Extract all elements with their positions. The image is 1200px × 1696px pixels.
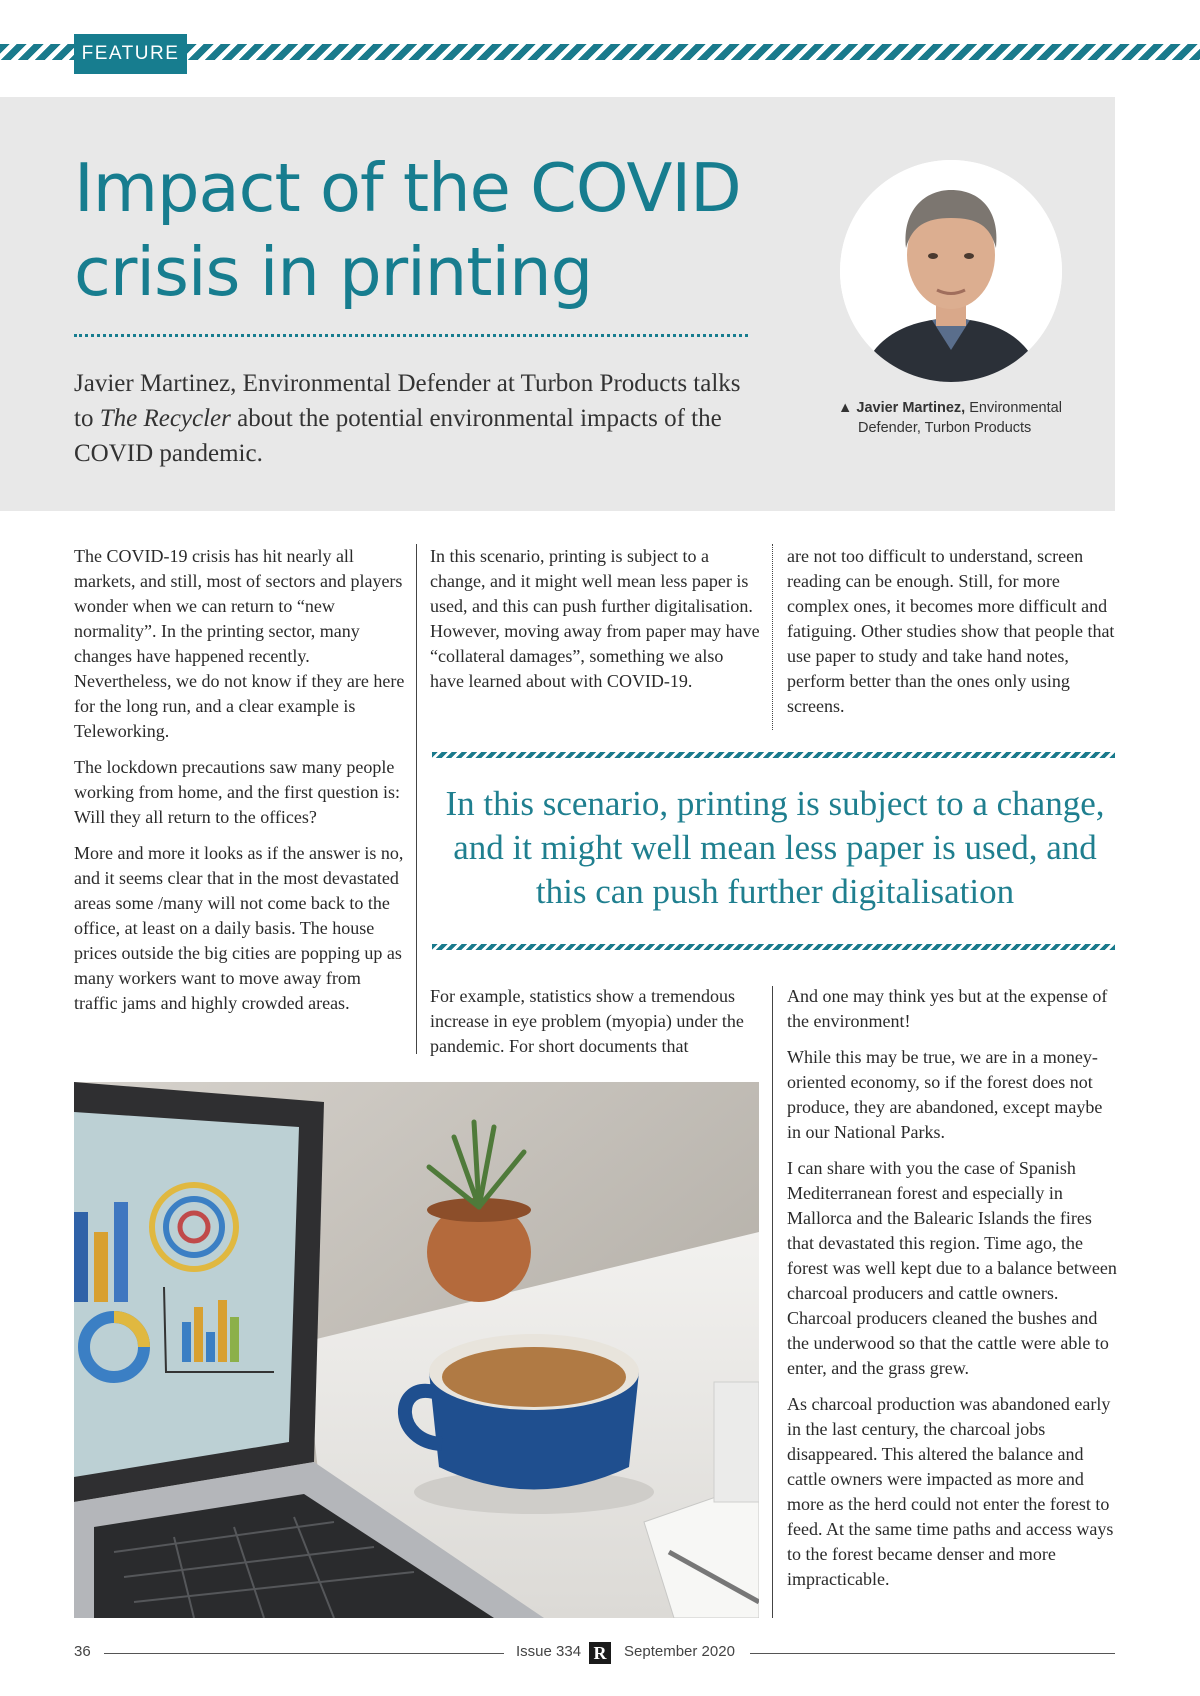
column-2-top <box>430 544 760 705</box>
issue-number: Issue 334 <box>516 1643 582 1660</box>
caption-role: Environmental <box>965 400 1062 416</box>
column-divider-dotted <box>772 544 773 730</box>
magazine-logo: R <box>589 1642 611 1664</box>
publication-name: The Recycler <box>99 405 231 432</box>
paragraph: More and more it looks as if the answer is no, and it seems clear that in the most devastated areas some /many will not come back to the office, at least on a daily basis. The house prices outside the big cities are popping up as many workers want to move away from traffic jams and highly crowded areas. <box>74 843 404 1013</box>
caption-name: Javier Martinez, <box>856 400 966 416</box>
issue-date: September 2020 <box>624 1643 735 1660</box>
headline-line-2: crisis in printing <box>74 233 593 311</box>
headline-divider <box>74 334 748 337</box>
article-headline <box>74 146 774 314</box>
page-number: 36 <box>74 1643 91 1660</box>
column-3-top <box>787 544 1117 730</box>
footer-rule-right <box>750 1653 1115 1654</box>
portrait-caption <box>838 398 1078 438</box>
caption-line-2: Defender, Turbon Products <box>858 420 1032 436</box>
column-2-bottom <box>430 984 760 1070</box>
paragraph: The lockdown precautions saw many people working from home, and the first question is: Will they all return to the offices? <box>74 757 400 827</box>
standfirst-text: Javier Martinez, Environmental Defender at Turbon Products talks to <box>74 370 741 432</box>
standfirst <box>74 366 764 471</box>
paragraph: I can share with you the case of Spanish Mediterranean forest and especially in Mallorca and the Balearic Islands the fires that devastated this region. Time ago, the forest was well kept due to a balance between charcoal producers and cattle owners. Charcoal producers cleaned the bushes and the underwood so that the cattle were able to enter, and the grass grew. <box>787 1158 1117 1378</box>
caption-triangle-icon: ▲ <box>838 400 853 416</box>
paragraph: And one may think yes but at the expense of the environment! <box>787 986 1108 1031</box>
standfirst-text-end: about the potential environmental impacts of the COVID pandemic. <box>74 405 722 467</box>
portrait-illustration <box>840 160 1062 382</box>
column-3-bottom <box>787 984 1117 1603</box>
paragraph: As charcoal production was abandoned early in the last century, the charcoal jobs disappeared. This altered the balance and cattle owners were impacted as more and more as the herd could not enter the forest to feed. At the same time paths and access ways to the forest became denser and more impracticable. <box>787 1394 1114 1589</box>
laptop-coffee-illustration <box>74 1082 759 1618</box>
paragraph: The COVID-19 crisis has hit nearly all markets, and still, most of sectors and players wonder when we can return to “new normality”. In the printing sector, many changes have happened recently. Nevertheless, we do not know if they are here for the long run, and a clear example is Teleworking. <box>74 546 405 741</box>
pull-quote: In this scenario, printing is subject to a change, and it might well mean less paper is used, and this can push further digitalisation <box>445 784 1105 911</box>
article-photo <box>74 1082 759 1618</box>
pull-quote-rule-top <box>432 752 1115 758</box>
paragraph: While this may be true, we are in a money-oriented economy, so if the forest does not produce, they are abandoned, except maybe in our National Parks. <box>787 1047 1103 1142</box>
headline-line-1: Impact of the COVID <box>74 149 741 227</box>
author-portrait <box>840 160 1062 382</box>
column-divider <box>416 544 417 1054</box>
caption-line-1 <box>838 398 1078 418</box>
pull-quote-rule-bottom <box>432 944 1115 950</box>
column-1 <box>74 544 406 1027</box>
section-tag: FEATURE <box>74 34 187 74</box>
paragraph: For example, statistics show a tremendous increase in eye problem (myopia) under the pandemic. For short documents that <box>430 986 744 1056</box>
paragraph: In this scenario, printing is subject to a change, and it might well mean less paper is used, and this can push further digitalisation. However, moving away from paper may have “collateral damages”, something we also have learned about with COVID-19. <box>430 546 760 691</box>
footer-rule-left <box>104 1653 504 1654</box>
paragraph: are not too difficult to understand, screen reading can be enough. Still, for more complex ones, it becomes more difficult and fatiguing. Other studies show that people that use paper to study and take hand notes, perform better than the ones only using screens. <box>787 546 1115 716</box>
column-divider <box>772 986 773 1618</box>
